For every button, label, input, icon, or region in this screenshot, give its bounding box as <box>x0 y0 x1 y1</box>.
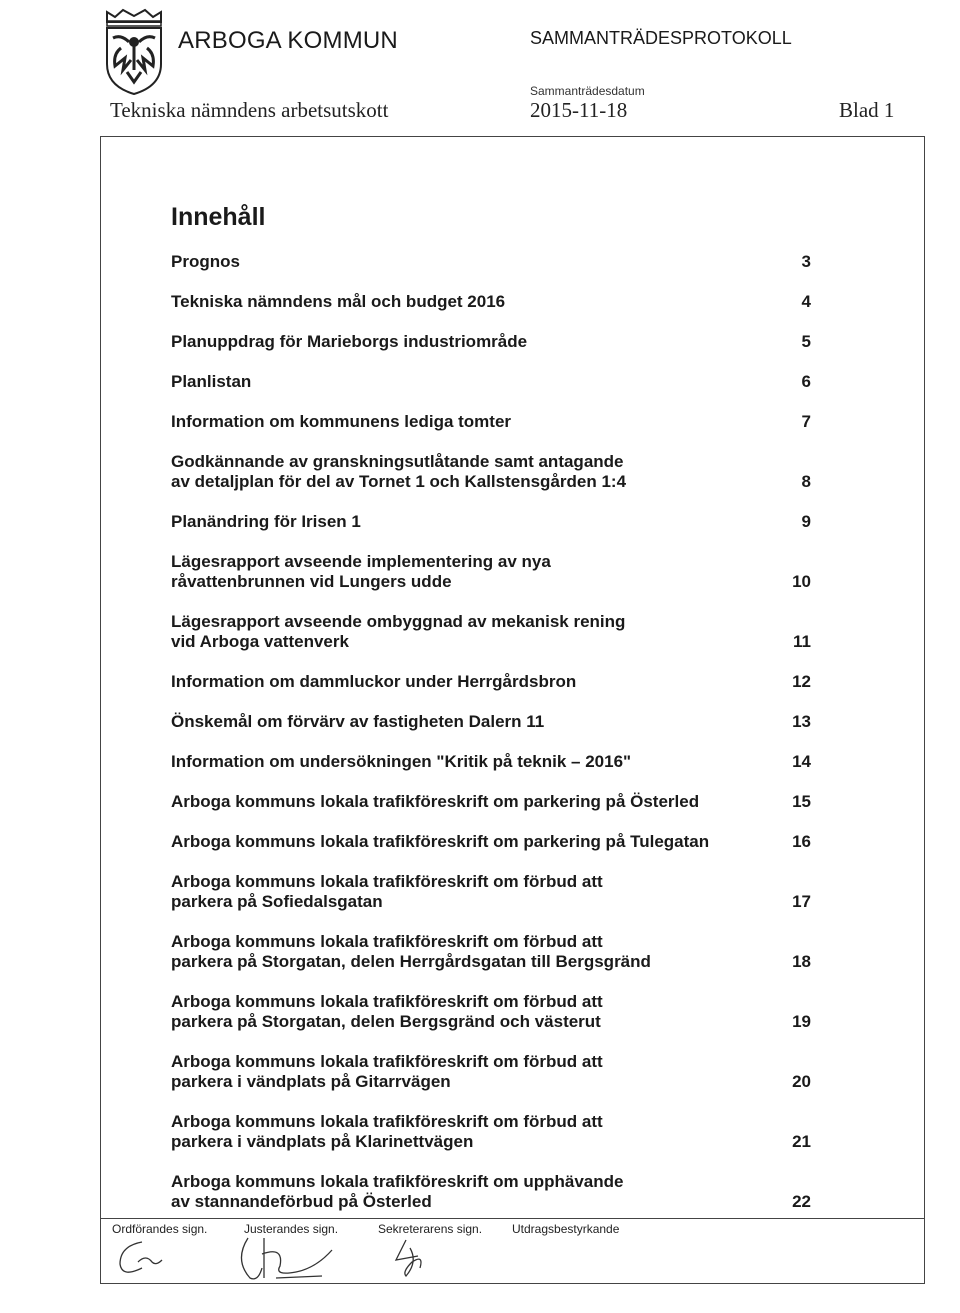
toc-entry-title: Lägesrapport avseende implementering av nya råvattenbrunnen vid Lungers udde <box>171 552 551 591</box>
adjuster-sign-label: Justerandes sign. <box>244 1222 339 1236</box>
toc-entry-page: 4 <box>801 292 811 311</box>
toc-entry-page: 21 <box>792 1132 811 1151</box>
toc-entry <box>171 612 811 652</box>
toc-entry-title: Information om dammluckor under Herrgårdsbron <box>171 672 577 691</box>
toc-entry-page: 16 <box>792 832 811 851</box>
toc-entry-page: 14 <box>792 752 811 771</box>
toc-entry-page: 7 <box>801 412 811 431</box>
toc-entry <box>171 712 811 732</box>
toc-heading: Innehåll <box>171 203 266 231</box>
toc-entry-title: Planändring för Irisen 1 <box>171 512 361 531</box>
toc-entry-page: 8 <box>801 472 811 491</box>
toc-entry-title: Information om kommunens lediga tomter <box>171 412 512 431</box>
toc-entry-title: Planuppdrag för Marieborgs industriområde <box>171 332 528 351</box>
document-type: SAMMANTRÄDESPROTOKOLL <box>530 28 792 48</box>
toc-entry <box>171 672 811 692</box>
toc-entry-page: 11 <box>793 632 811 651</box>
toc-entry-title: Lägesrapport avseende ombyggnad av mekanisk rening vid Arboga vattenverk <box>171 612 626 651</box>
toc-entry-title: Information om undersökningen "Kritik på teknik – 2016" <box>171 752 632 771</box>
toc-entry-page: 17 <box>792 892 811 911</box>
toc-entry-page: 15 <box>792 792 811 811</box>
toc-entry <box>171 372 811 392</box>
toc-entry <box>171 452 811 492</box>
toc-entry <box>171 792 811 812</box>
toc-entry-title: Arboga kommuns lokala trafikföreskrift om förbud att parkera i vändplats på Gitarrvägen <box>171 1052 603 1091</box>
toc-entry <box>171 752 811 772</box>
toc-entry <box>171 1052 811 1092</box>
toc-entry <box>171 1172 811 1212</box>
toc-entry-page: 22 <box>792 1192 811 1211</box>
sheet-number: Blad 1 <box>839 98 895 122</box>
toc-entry-title: Arboga kommuns lokala trafikföreskrift om förbud att parkera i vändplats på Klarinettvägen <box>171 1112 603 1151</box>
toc-entry <box>171 552 811 592</box>
toc-entry <box>171 412 811 432</box>
toc-entry <box>171 332 811 352</box>
chair-sign-label: Ordförandes sign. <box>112 1222 208 1236</box>
toc-entry-page: 18 <box>792 952 811 971</box>
toc-entry <box>171 252 811 272</box>
chair-signature <box>112 1232 202 1284</box>
toc-entry-title: Önskemål om förvärv av fastigheten Dalern 11 <box>171 712 545 731</box>
toc-entry-page: 5 <box>801 332 811 351</box>
organization-name: ARBOGA KOMMUN <box>178 27 398 54</box>
toc-entry <box>171 872 811 912</box>
toc-entry-page: 12 <box>792 672 811 691</box>
toc-entry-title: Prognos <box>171 252 240 271</box>
secretary-signature <box>384 1232 454 1284</box>
toc-entry-title: Godkännande av granskningsutlåtande samt antagande av detaljplan för del av Tornet 1 och Kallstensgården 1:4 <box>171 452 627 491</box>
extract-certification-label: Utdragsbestyrkande <box>512 1222 620 1236</box>
meeting-date-label: Sammanträdesdatum <box>530 84 645 98</box>
committee-name: Tekniska nämndens arbetsutskott <box>110 98 389 122</box>
toc-entry <box>171 992 811 1032</box>
adjuster-signature <box>236 1232 346 1284</box>
toc-entry-page: 6 <box>801 372 811 391</box>
toc-entry-page: 13 <box>792 712 811 731</box>
toc-entry-title: Tekniska nämndens mål och budget 2016 <box>171 292 506 311</box>
toc-entry-title: Arboga kommuns lokala trafikföreskrift om förbud att parkera på Sofiedalsgatan <box>171 872 603 911</box>
footer-divider <box>100 1218 925 1219</box>
toc-entry-title: Arboga kommuns lokala trafikföreskrift om parkering på Tulegatan <box>171 832 710 851</box>
toc-entry-title: Arboga kommuns lokala trafikföreskrift om förbud att parkera på Storgatan, delen Herrgårdsgatan till Bergsgränd <box>171 932 651 971</box>
toc-entry-title: Arboga kommuns lokala trafikföreskrift om förbud att parkera på Storgatan, delen Bergsgränd och västerut <box>171 992 603 1031</box>
toc-entry-title: Planlistan <box>171 372 252 391</box>
toc-entry-title: Arboga kommuns lokala trafikföreskrift om parkering på Österled <box>171 792 700 811</box>
toc-entry <box>171 1112 811 1152</box>
toc-entry-page: 20 <box>792 1072 811 1091</box>
toc-entry-page: 19 <box>792 1012 811 1031</box>
toc-entry <box>171 832 811 852</box>
toc-entry-title: Arboga kommuns lokala trafikföreskrift om upphävande av stannandeförbud på Österled <box>171 1172 624 1211</box>
coat-of-arms-icon <box>101 8 167 96</box>
toc-entry <box>171 512 811 532</box>
toc-entry-page: 10 <box>792 572 811 591</box>
toc-entry <box>171 292 811 312</box>
toc-entry-page: 9 <box>801 512 811 531</box>
toc-entry <box>171 932 811 972</box>
toc-entry-page: 3 <box>801 252 811 271</box>
meeting-date: 2015-11-18 <box>530 98 628 122</box>
secretary-sign-label: Sekreterarens sign. <box>378 1222 483 1236</box>
